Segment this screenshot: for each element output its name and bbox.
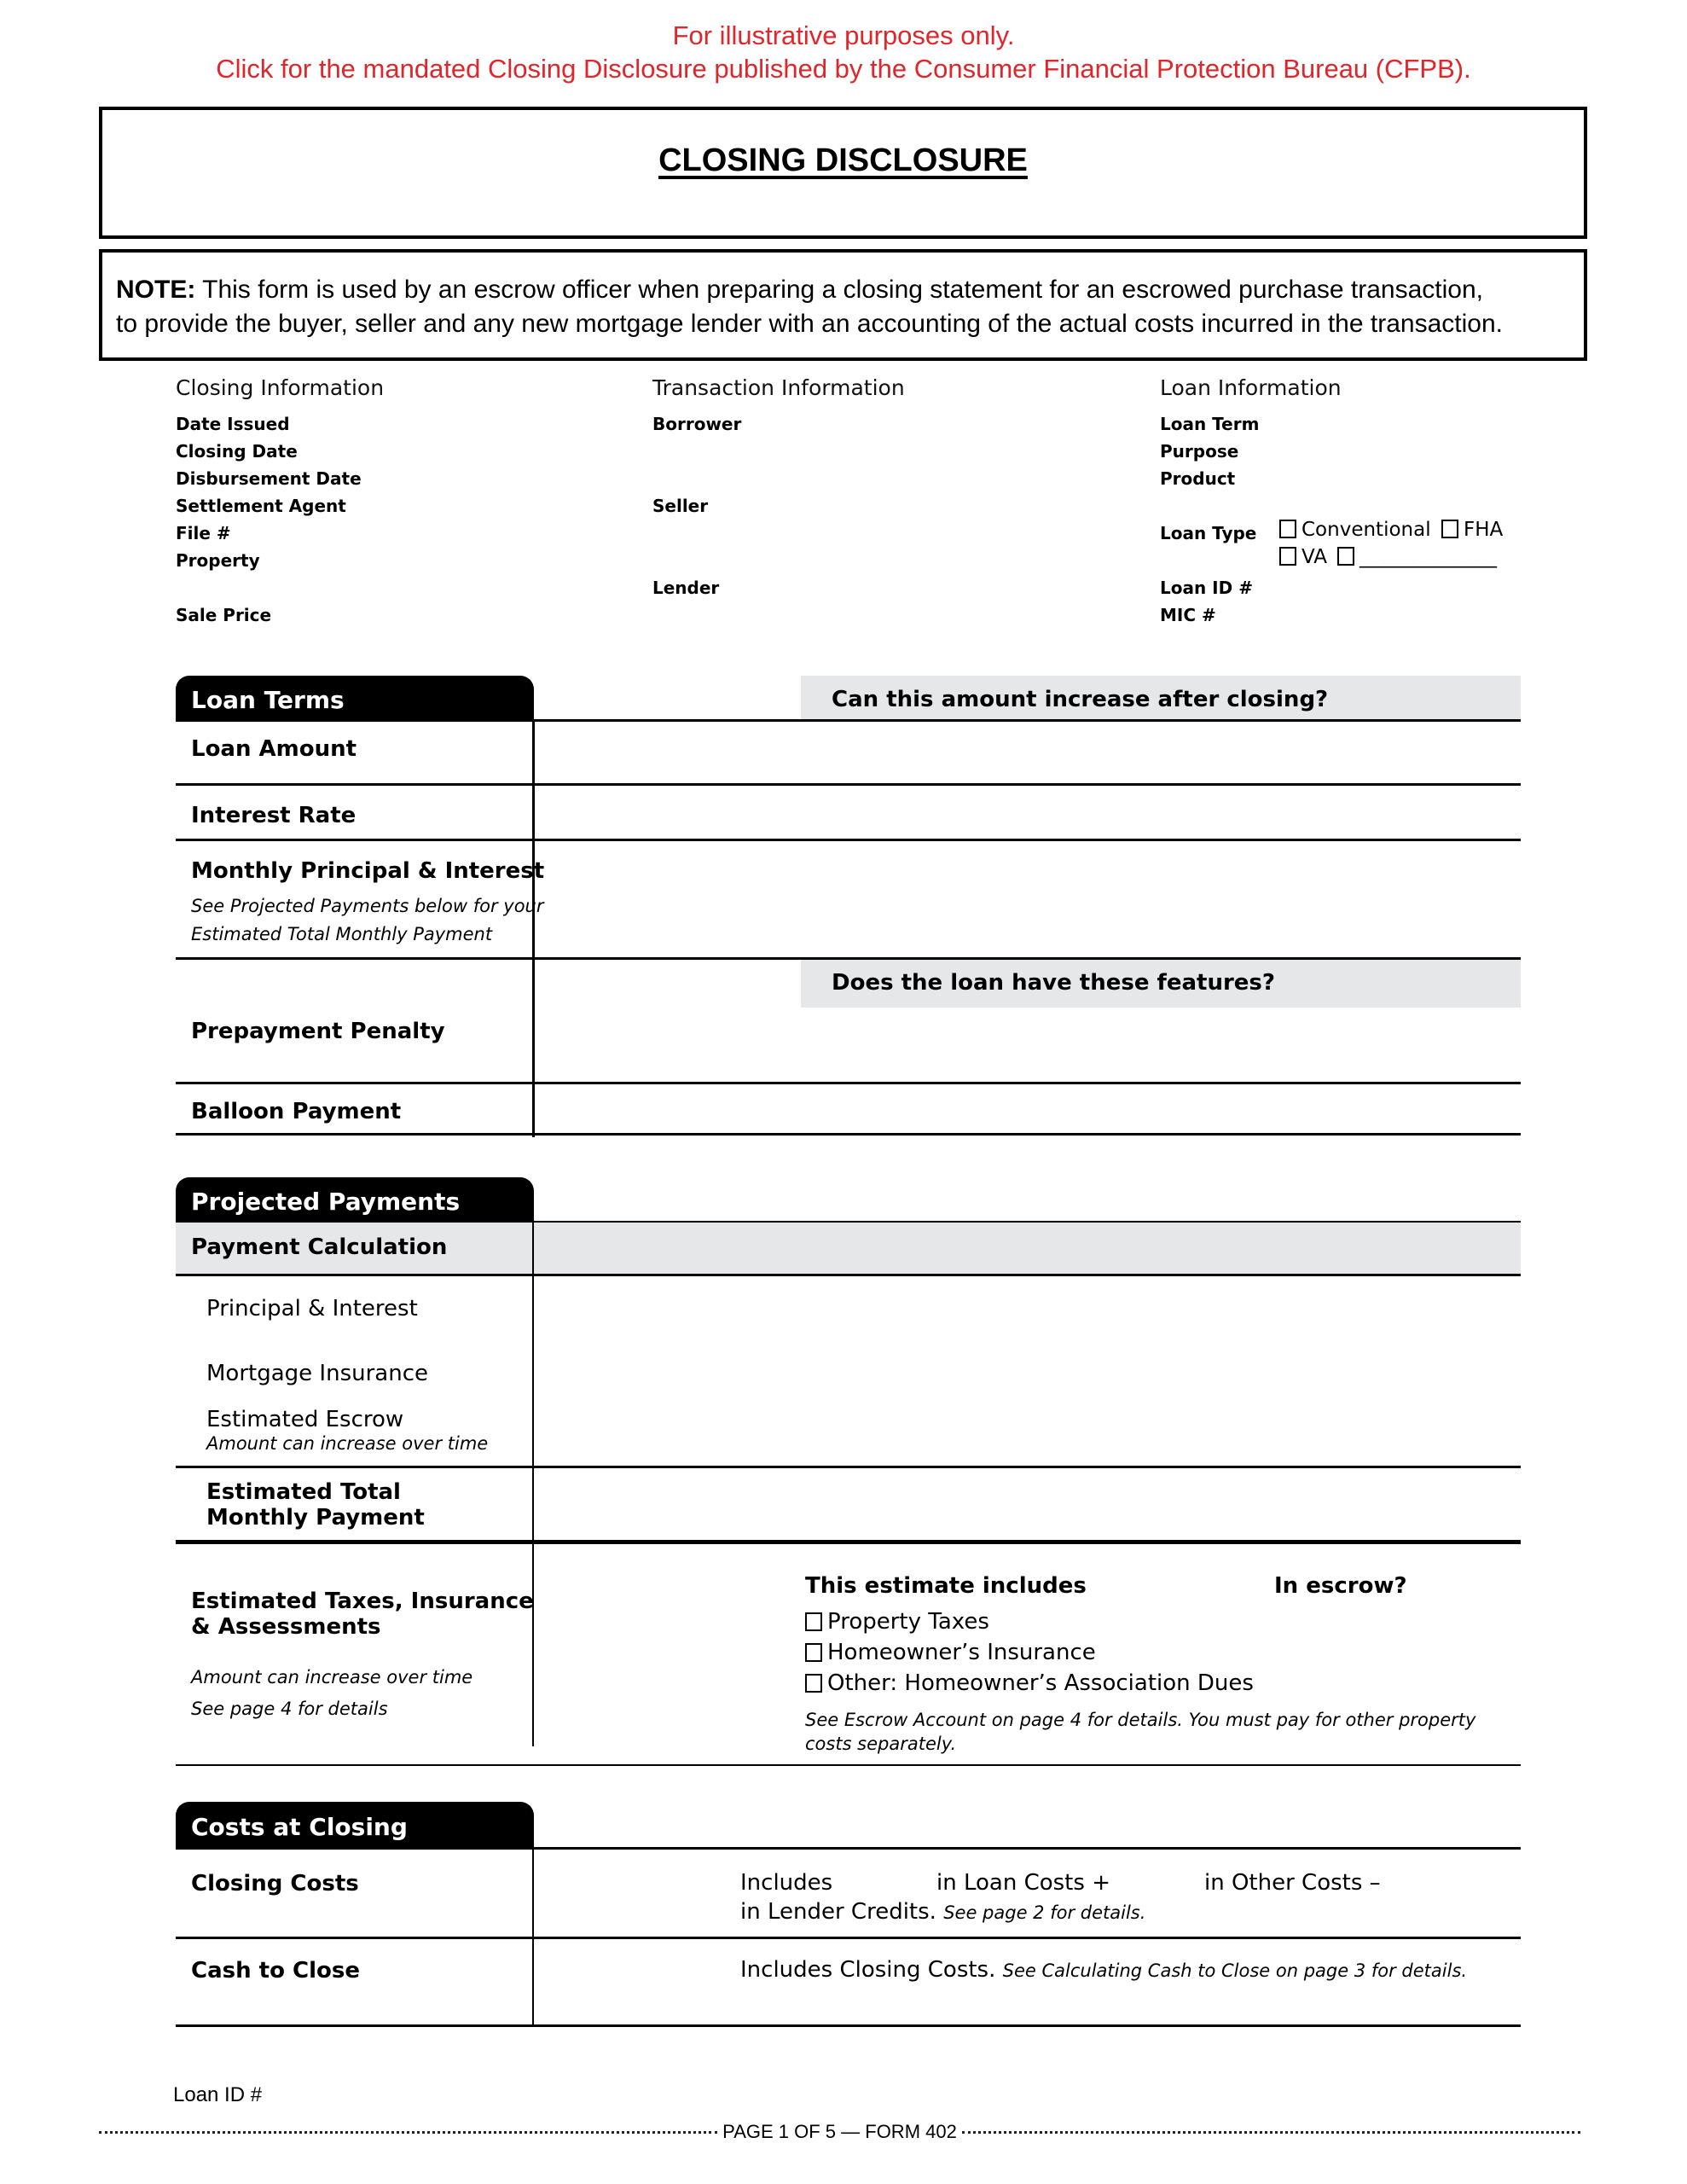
divider — [176, 2024, 1521, 2027]
checkbox-icon[interactable] — [1441, 520, 1458, 538]
cash-to-close-label: Cash to Close — [191, 1958, 360, 1984]
divider — [176, 1466, 1521, 1468]
note-text: NOTE: This form is used by an escrow officer when preparing a closing statement for an escrowed purchase transaction, to provide the buyer, seller and any new mortgage lender with an accounting of the actual costs incurred in the transaction. — [116, 276, 1503, 338]
loan-costs-text: in Loan Costs + — [936, 1870, 1110, 1896]
balloon-payment-label: Balloon Payment — [191, 1099, 402, 1124]
settlement-agent-label: Settlement Agent — [176, 496, 346, 516]
divider — [176, 839, 1521, 841]
costs-at-closing-tab: Costs at Closing — [176, 1802, 534, 1849]
taxes-insurance-label: Estimated Taxes, Insurance & Assessments — [191, 1589, 534, 1640]
divider — [176, 1847, 1521, 1850]
features-question: Does the loan have these features? — [832, 970, 1275, 996]
loan-type-other[interactable]: ______________ — [1337, 546, 1497, 568]
divider — [176, 1274, 1521, 1276]
file-number-label: File # — [176, 523, 231, 543]
monthly-pi-note: See Projected Payments below for your Estimated Total Monthly Payment — [191, 896, 544, 944]
mic-number-label: MIC # — [1160, 605, 1216, 625]
property-taxes-item[interactable]: Property Taxes — [805, 1609, 989, 1635]
dotted-rule — [962, 2131, 1580, 2134]
divider — [176, 719, 1521, 722]
loan-type-label: Loan Type — [1160, 523, 1257, 543]
note-label: NOTE: — [116, 276, 196, 304]
loan-amount-label: Loan Amount — [191, 736, 357, 762]
hoa-dues-item[interactable]: Other: Homeowner’s Association Dues — [805, 1670, 1254, 1696]
taxes-note: Amount can increase over time See page 4 for details — [191, 1667, 473, 1719]
increase-question: Can this amount increase after closing? — [832, 687, 1329, 712]
title-box — [99, 107, 1587, 239]
cash-to-close-text: Includes Closing Costs. See Calculating Cash to Close on page 3 for details. — [740, 1957, 1468, 1983]
estimate-includes-heading: This estimate includes — [805, 1573, 1087, 1599]
cfpb-link[interactable]: Click for the mandated Closing Disclosure published by the Consumer Financial Protection Bureau (CFPB). — [216, 54, 1471, 84]
monthly-pi-label: Monthly Principal & Interest — [191, 858, 545, 884]
other-costs-text: in Other Costs – — [1204, 1870, 1381, 1896]
closing-date-label: Closing Date — [176, 441, 298, 462]
seller-label: Seller — [652, 496, 709, 516]
closing-costs-label: Closing Costs — [191, 1871, 359, 1896]
payment-calculation-label: Payment Calculation — [191, 1234, 448, 1260]
escrow-footnote: See Escrow Account on page 4 for details. You must pay for other property costs separately. — [805, 1710, 1476, 1754]
checkbox-icon[interactable] — [1337, 547, 1354, 566]
loan-type-conventional[interactable]: Conventional — [1279, 519, 1431, 541]
illustrative-notice: For illustrative purposes only. — [672, 20, 1015, 50]
product-label: Product — [1160, 468, 1236, 489]
divider — [176, 1133, 1521, 1136]
principal-interest-label: Principal & Interest — [206, 1296, 418, 1321]
thick-divider — [176, 1540, 1521, 1544]
lender-label: Lender — [652, 578, 720, 598]
in-escrow-heading: In escrow? — [1274, 1573, 1407, 1599]
checkbox-icon[interactable] — [1279, 520, 1296, 538]
page-number: PAGE 1 OF 5 — FORM 402 — [722, 2121, 957, 2142]
purpose-label: Purpose — [1160, 441, 1239, 462]
divider — [176, 1937, 1521, 1939]
mortgage-insurance-label: Mortgage Insurance — [206, 1361, 428, 1386]
projected-payments-tab: Projected Payments — [176, 1177, 534, 1223]
page-footer — [99, 2119, 1580, 2145]
page-title: CLOSING DISCLOSURE — [658, 142, 1028, 178]
loan-type-va[interactable]: VA — [1279, 546, 1327, 568]
estimated-escrow-label: Estimated Escrow — [206, 1407, 404, 1432]
loan-terms-tab: Loan Terms — [176, 676, 534, 721]
date-issued-label: Date Issued — [176, 414, 290, 434]
estimated-total-label: Estimated Total Monthly Payment — [206, 1479, 425, 1531]
loan-info-heading: Loan Information — [1160, 375, 1342, 400]
loan-term-label: Loan Term — [1160, 414, 1260, 434]
note-box — [99, 249, 1587, 361]
interest-rate-label: Interest Rate — [191, 803, 357, 828]
dotted-rule — [99, 2131, 717, 2134]
transaction-info-heading: Transaction Information — [652, 375, 905, 400]
escrow-note: Amount can increase over time — [206, 1433, 489, 1454]
closing-costs-includes: Includes — [740, 1870, 833, 1896]
prepayment-penalty-label: Prepayment Penalty — [191, 1019, 445, 1044]
checkbox-icon[interactable] — [805, 1612, 822, 1631]
loan-type-fha[interactable]: FHA — [1441, 519, 1503, 541]
checkbox-icon[interactable] — [1279, 547, 1296, 566]
divider — [176, 1082, 1521, 1084]
column-divider — [532, 1223, 534, 1746]
property-label: Property — [176, 550, 260, 571]
closing-info-heading: Closing Information — [176, 375, 385, 400]
borrower-label: Borrower — [652, 414, 742, 434]
divider — [176, 783, 1521, 786]
footer-loan-id: Loan ID # — [173, 2083, 263, 2106]
checkbox-icon[interactable] — [805, 1674, 822, 1693]
checkbox-icon[interactable] — [805, 1643, 822, 1662]
lender-credits-text: in Lender Credits. See page 2 for details. — [740, 1899, 1146, 1925]
disbursement-date-label: Disbursement Date — [176, 468, 362, 489]
homeowners-insurance-item[interactable]: Homeowner’s Insurance — [805, 1640, 1096, 1665]
divider — [176, 1764, 1521, 1766]
sale-price-label: Sale Price — [176, 605, 272, 625]
loan-id-label: Loan ID # — [1160, 578, 1253, 598]
